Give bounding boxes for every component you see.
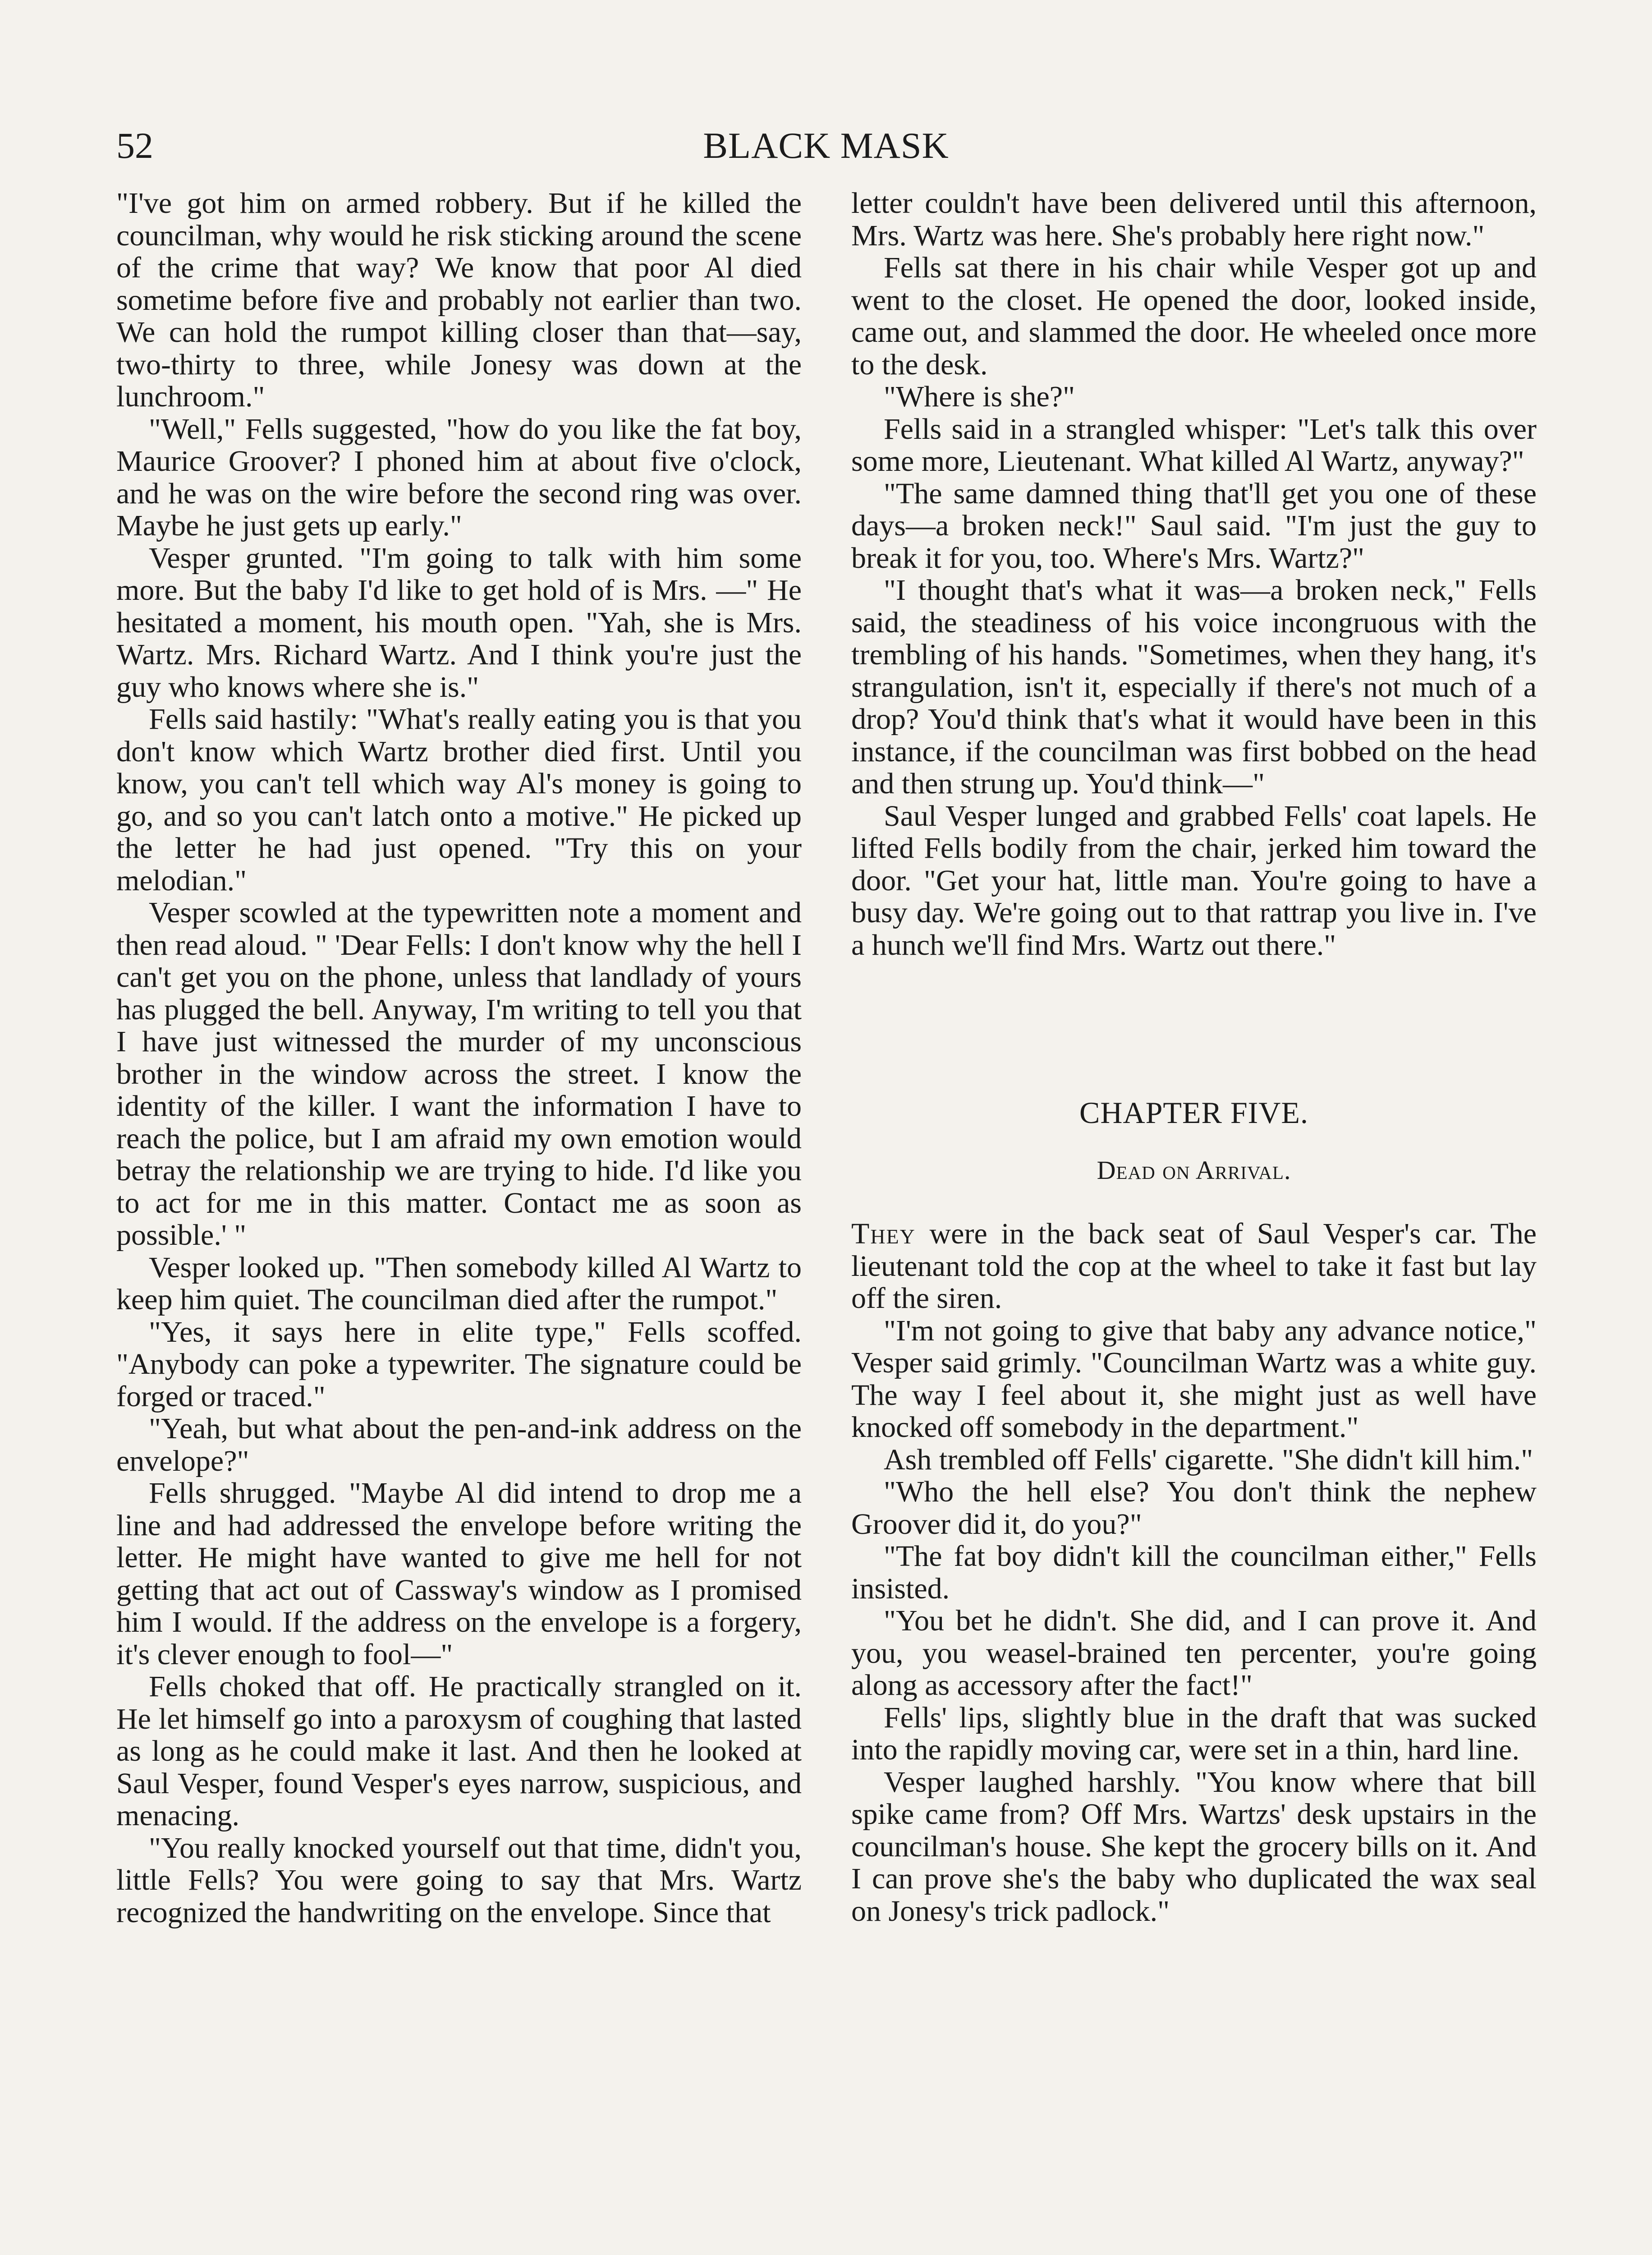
- paragraph: Vesper scowled at the typewritten note a moment and then read aloud. " 'Dear Fells: I don't know why the hell I can't get you on the phone, unless that landlady of yours has plugged the bell. Anyway, I'm writing to tell you that I have just witnessed the murder of my unconscious brother in the window across the street. I know the identity of the killer. I want the information I have to reach the police, but I am afraid my own emotion would betray the relationship we are trying to hide. I'd like you to act for me in this matter. Contact me as soon as possible.' ": [116, 896, 802, 1252]
- paragraph: "Who the hell else? You don't think the nephew Groover did it, do you?": [851, 1475, 1537, 1541]
- paragraph: "The fat boy didn't kill the councilman either," Fells insisted.: [851, 1540, 1537, 1605]
- chapter-heading: CHAPTER FIVE.: [1079, 1095, 1308, 1130]
- right-column: [851, 187, 1537, 2255]
- page-header: [116, 121, 1536, 170]
- paragraph: Fells said hastily: "What's really eating you is that you don't know which Wartz brother died first. Until you know, you can't tell which way Al's money is going to go, and so you can't latch onto a motive." He picked up the letter he had just opened. "Try this on your melodian.": [116, 703, 802, 897]
- paragraph: "I've got him on armed robbery. But if he killed the councilman, why would he risk sticking around the scene of the crime that way? We know that poor Al died sometime before five and probably not earlier than two. We can hold the rumpot killing closer than that—say, two-thirty to three, while Jonesy was down at the lunchroom.": [116, 187, 802, 413]
- paragraph: Vesper looked up. "Then somebody killed Al Wartz to keep him quiet. The councilman died after the rumpot.": [116, 1251, 802, 1316]
- paragraph: Saul Vesper lunged and grabbed Fells' coat lapels. He lifted Fells bodily from the chair, jerked him toward the door. "Get your hat, little man. You're going to have a busy day. We're going out to that rattrap you live in. I've a hunch we'll find Mrs. Wartz out there.": [851, 799, 1537, 962]
- page-number: 52: [116, 125, 153, 166]
- paragraph: Fells choked that off. He practically strangled on it. He let himself go into a paroxysm of coughing that lasted as long as he could make it last. And then he looked at Saul Vesper, found Vesper's eyes narrow, suspicious, and menacing.: [116, 1670, 802, 1832]
- paragraph: "I thought that's what it was—a broken neck," Fells said, the steadiness of his voice incongruous with the trembling of his hands. "Sometimes, when they hang, it's strangulation, isn't it, especially if there's not much of a drop? You'd think that's what it would have been in this instance, if the councilman was first bobbed on the head and then strung up. You'd think—": [851, 574, 1537, 800]
- chapter-opening-paragraph: [851, 1218, 1537, 1315]
- paragraph: "Where is she?": [884, 380, 1075, 413]
- paragraph: "Well," Fells suggested, "how do you like the fat boy, Maurice Groover? I phoned him at about five o'clock, and he was on the wire before the second ring was over. Maybe he just gets up early.": [116, 412, 802, 542]
- paragraph: "I'm not going to give that baby any advance notice," Vesper said grimly. "Councilman Wartz was a white guy. The way I feel about it, she might just as well have knocked off somebody in the department.": [851, 1314, 1537, 1444]
- magazine-title: BLACK MASK: [703, 125, 949, 166]
- drop-word: They: [851, 1217, 916, 1250]
- paragraph: "The same damned thing that'll get you one of these days—a broken neck!" Saul said. "I'm just the guy to break it for you, too. Where's Mrs. Wartz?": [851, 477, 1537, 575]
- paragraph: Fells' lips, slightly blue in the draft that was sucked into the rapidly moving car, were set in a thin, hard line.: [851, 1701, 1537, 1766]
- paragraph: letter couldn't have been delivered until this afternoon, Mrs. Wartz was here. She's probably here right now.": [851, 187, 1537, 252]
- paragraph: "Yeah, but what about the pen-and-ink address on the envelope?": [116, 1412, 802, 1477]
- article-body: [116, 187, 1537, 2255]
- paragraph: "You really knocked yourself out that time, didn't you, little Fells? You were going to say that Mrs. Wartz recognized the handwriting on the envelope. Since that: [116, 1831, 802, 1929]
- paragraph: Fells said in a strangled whisper: "Let's talk this over some more, Lieutenant. What killed Al Wartz, anyway?": [851, 412, 1537, 478]
- paragraph: "Yes, it says here in elite type," Fells scoffed. "Anybody can poke a typewriter. The signature could be forged or traced.": [116, 1315, 802, 1413]
- paragraph: "You bet he didn't. She did, and I can prove it. And you, you weasel-brained ten percenter, you're going along as accessory after the fact!": [851, 1604, 1537, 1702]
- opening-text: were in the back seat of Saul Vesper's car. The lieutenant told the cop at the wheel to take it fast but lay off the siren.: [851, 1217, 1537, 1315]
- paragraph: Fells sat there in his chair while Vesper got up and went to the closet. He opened the door, looked inside, came out, and slammed the door. He wheeled once more to the desk.: [851, 251, 1537, 381]
- paragraph: Vesper grunted. "I'm going to talk with him some more. But the baby I'd like to get hold of is Mrs. —" He hesitated a moment, his mouth open. "Yah, she is Mrs. Wartz. Mrs. Richard Wartz. And I think you're just the guy who knows where she is.": [116, 541, 802, 704]
- chapter-subtitle: Dead on Arrival.: [1097, 1155, 1291, 1185]
- paragraph: Vesper laughed harshly. "You know where that bill spike came from? Off Mrs. Wartzs' desk upstairs in the councilman's house. She kept the grocery bills on it. And I can prove she's the baby who duplicated the wax seal on Jonesy's trick padlock.": [851, 1765, 1537, 1928]
- paragraph: Fells shrugged. "Maybe Al did intend to drop me a line and had addressed the envelope before writing the letter. He might have wanted to give me hell for not getting that act out of Cassway's window as I promised him I would. If the address on the envelope is a forgery, it's clever enough to fool—": [116, 1477, 802, 1671]
- left-column: [116, 187, 802, 2255]
- paragraph: Ash trembled off Fells' cigarette. "She didn't kill him.": [884, 1443, 1533, 1476]
